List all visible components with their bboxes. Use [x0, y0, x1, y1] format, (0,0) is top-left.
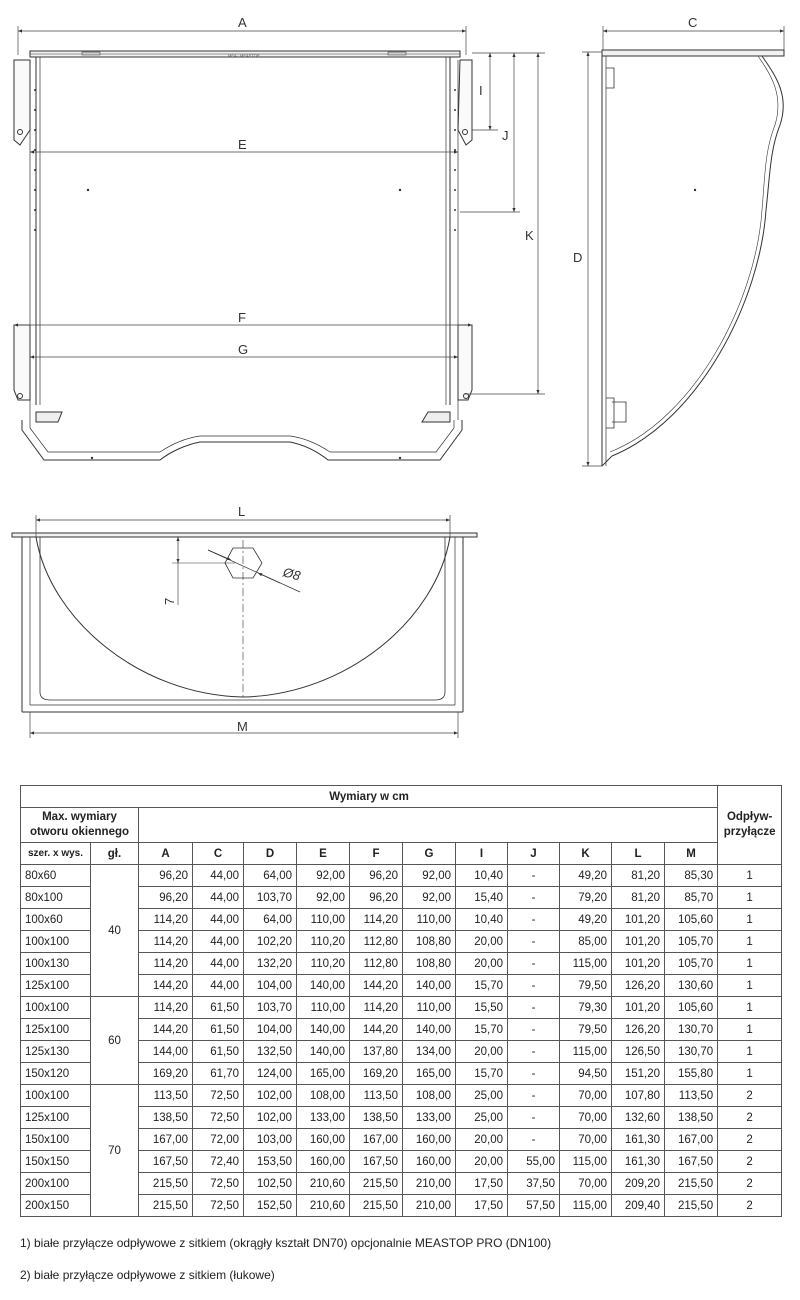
size-cell: 125x100 [21, 1107, 91, 1129]
value-cell-J: - [508, 975, 560, 997]
value-cell-K: 94,50 [560, 1063, 612, 1085]
value-cell-D: 153,50 [244, 1151, 297, 1173]
value-cell-C: 72,50 [193, 1173, 244, 1195]
label-F: F [238, 310, 246, 325]
depth-cell: 40 [91, 865, 139, 997]
value-cell-A: 169,20 [139, 1063, 193, 1085]
value-cell-G: 210,00 [403, 1173, 456, 1195]
value-cell-K: 85,00 [560, 931, 612, 953]
group-header: Max. wymiary otworu okiennego [21, 808, 139, 843]
size-cell: 150x120 [21, 1063, 91, 1085]
column-header-L: L [612, 843, 665, 865]
size-cell: 125x100 [21, 1019, 91, 1041]
size-cell: 100x100 [21, 997, 91, 1019]
value-cell-C: 44,00 [193, 909, 244, 931]
table-title-row [21, 786, 782, 808]
value-cell-G: 140,00 [403, 1019, 456, 1041]
value-cell-L: 161,30 [612, 1129, 665, 1151]
value-cell-L: 161,30 [612, 1151, 665, 1173]
outlet-cell: 2 [718, 1107, 782, 1129]
column-header-E: E [297, 843, 350, 865]
size-cell: 125x100 [21, 975, 91, 997]
value-cell-M: 130,60 [665, 975, 718, 997]
value-cell-E: 133,00 [297, 1107, 350, 1129]
label-G: G [238, 342, 249, 357]
value-cell-A: 167,00 [139, 1129, 193, 1151]
value-cell-E: 140,00 [297, 1041, 350, 1063]
value-cell-I: 17,50 [456, 1195, 508, 1217]
value-cell-K: 70,00 [560, 1173, 612, 1195]
value-cell-F: 114,20 [350, 909, 403, 931]
value-cell-J: 57,50 [508, 1195, 560, 1217]
value-cell-D: 102,20 [244, 931, 297, 953]
value-cell-I: 25,00 [456, 1107, 508, 1129]
size-cell: 150x150 [21, 1151, 91, 1173]
value-cell-L: 101,20 [612, 909, 665, 931]
value-cell-G: 210,00 [403, 1195, 456, 1217]
value-cell-F: 112,80 [350, 953, 403, 975]
group-header-row [21, 808, 782, 843]
value-cell-M: 105,70 [665, 953, 718, 975]
value-cell-C: 61,50 [193, 1019, 244, 1041]
value-cell-I: 15,70 [456, 975, 508, 997]
value-cell-I: 15,70 [456, 1063, 508, 1085]
top-dimensions [30, 515, 458, 738]
value-cell-F: 96,20 [350, 887, 403, 909]
size-cell: 100x60 [21, 909, 91, 931]
value-cell-C: 72,50 [193, 1195, 244, 1217]
side-view [602, 50, 784, 466]
outlet-cell: 1 [718, 953, 782, 975]
value-cell-E: 110,00 [297, 909, 350, 931]
value-cell-L: 107,80 [612, 1085, 665, 1107]
column-header-A: A [139, 843, 193, 865]
value-cell-G: 133,00 [403, 1107, 456, 1129]
depth-cell: 60 [91, 997, 139, 1085]
value-cell-K: 115,00 [560, 953, 612, 975]
label-K: K [525, 228, 534, 243]
value-cell-L: 101,20 [612, 953, 665, 975]
size-cell: 100x100 [21, 931, 91, 953]
value-cell-A: 138,50 [139, 1107, 193, 1129]
value-cell-G: 160,00 [403, 1129, 456, 1151]
value-cell-M: 130,70 [665, 1019, 718, 1041]
value-cell-F: 113,50 [350, 1085, 403, 1107]
value-cell-M: 85,70 [665, 887, 718, 909]
value-cell-F: 144,20 [350, 1019, 403, 1041]
value-cell-J: - [508, 865, 560, 887]
value-cell-I: 17,50 [456, 1173, 508, 1195]
top-view [12, 533, 477, 712]
outlet-cell: 1 [718, 909, 782, 931]
value-cell-K: 115,00 [560, 1151, 612, 1173]
value-cell-K: 115,00 [560, 1195, 612, 1217]
value-cell-L: 81,20 [612, 887, 665, 909]
value-cell-E: 165,00 [297, 1063, 350, 1085]
value-cell-C: 44,00 [193, 931, 244, 953]
front-view [14, 51, 472, 460]
depth-header: gł. [91, 843, 139, 865]
value-cell-I: 10,40 [456, 909, 508, 931]
value-cell-E: 92,00 [297, 865, 350, 887]
front-dimension-labels [238, 15, 534, 357]
value-cell-J: - [508, 1107, 560, 1129]
outlet-cell: 2 [718, 1173, 782, 1195]
outlet-cell: 1 [718, 865, 782, 887]
value-cell-I: 20,00 [456, 931, 508, 953]
value-cell-I: 15,50 [456, 997, 508, 1019]
value-cell-K: 79,20 [560, 887, 612, 909]
value-cell-C: 44,00 [193, 865, 244, 887]
column-header-K: K [560, 843, 612, 865]
label-J: J [502, 128, 509, 143]
label-I: I [479, 83, 483, 98]
outlet-cell: 2 [718, 1129, 782, 1151]
value-cell-A: 114,20 [139, 997, 193, 1019]
value-cell-L: 81,20 [612, 865, 665, 887]
value-cell-A: 144,00 [139, 1041, 193, 1063]
value-cell-M: 113,50 [665, 1085, 718, 1107]
value-cell-G: 92,00 [403, 887, 456, 909]
value-cell-M: 85,30 [665, 865, 718, 887]
value-cell-D: 64,00 [244, 909, 297, 931]
stamp-text: MEA · MEASTOP [228, 53, 260, 58]
value-cell-E: 108,00 [297, 1085, 350, 1107]
value-cell-F: 112,80 [350, 931, 403, 953]
value-cell-M: 167,50 [665, 1151, 718, 1173]
column-header-F: F [350, 843, 403, 865]
value-cell-M: 215,50 [665, 1195, 718, 1217]
value-cell-F: 114,20 [350, 997, 403, 1019]
value-cell-C: 72,40 [193, 1151, 244, 1173]
value-cell-E: 110,20 [297, 931, 350, 953]
outlet-cell: 1 [718, 1041, 782, 1063]
outlet-cell: 2 [718, 1151, 782, 1173]
table-row [21, 1085, 782, 1107]
size-cell: 80x100 [21, 887, 91, 909]
size-cell: 100x130 [21, 953, 91, 975]
value-cell-J: - [508, 1063, 560, 1085]
value-cell-K: 70,00 [560, 1085, 612, 1107]
value-cell-E: 110,00 [297, 997, 350, 1019]
label-C: C [688, 15, 698, 30]
label-D: D [573, 250, 583, 265]
value-cell-G: 165,00 [403, 1063, 456, 1085]
depth-cell: 70 [91, 1085, 139, 1217]
value-cell-M: 130,70 [665, 1041, 718, 1063]
group-header-spacer [139, 808, 718, 843]
value-cell-D: 104,00 [244, 1019, 297, 1041]
value-cell-K: 79,50 [560, 1019, 612, 1041]
column-header-row [21, 843, 782, 865]
value-cell-J: - [508, 887, 560, 909]
footnote-1: 1) białe przyłącze odpływowe z sitkiem (okrągły kształt DN70) opcjonalnie MEASTOP PRO (DN100) [20, 1236, 552, 1250]
value-cell-I: 20,00 [456, 953, 508, 975]
value-cell-K: 49,20 [560, 909, 612, 931]
label-7: 7 [162, 597, 177, 605]
value-cell-C: 61,50 [193, 997, 244, 1019]
value-cell-J: - [508, 953, 560, 975]
value-cell-F: 96,20 [350, 865, 403, 887]
value-cell-J: - [508, 1019, 560, 1041]
value-cell-L: 126,20 [612, 1019, 665, 1041]
value-cell-G: 160,00 [403, 1151, 456, 1173]
value-cell-I: 15,40 [456, 887, 508, 909]
value-cell-A: 96,20 [139, 887, 193, 909]
side-dimensions [582, 26, 784, 466]
value-cell-I: 20,00 [456, 1129, 508, 1151]
column-header-J: J [508, 843, 560, 865]
value-cell-F: 138,50 [350, 1107, 403, 1129]
value-cell-A: 113,50 [139, 1085, 193, 1107]
value-cell-A: 144,20 [139, 975, 193, 997]
value-cell-A: 114,20 [139, 953, 193, 975]
label-diameter: Ø8 [281, 564, 303, 584]
value-cell-E: 160,00 [297, 1129, 350, 1151]
value-cell-G: 108,00 [403, 1085, 456, 1107]
value-cell-D: 64,00 [244, 865, 297, 887]
value-cell-C: 61,50 [193, 1041, 244, 1063]
value-cell-J: - [508, 997, 560, 1019]
value-cell-L: 101,20 [612, 931, 665, 953]
value-cell-E: 110,20 [297, 953, 350, 975]
value-cell-C: 44,00 [193, 887, 244, 909]
value-cell-D: 104,00 [244, 975, 297, 997]
label-L: L [238, 504, 246, 519]
value-cell-L: 132,60 [612, 1107, 665, 1129]
outlet-cell: 1 [718, 1019, 782, 1041]
table-row [21, 865, 782, 887]
value-cell-A: 215,50 [139, 1195, 193, 1217]
value-cell-D: 124,00 [244, 1063, 297, 1085]
value-cell-C: 72,00 [193, 1129, 244, 1151]
column-header-D: D [244, 843, 297, 865]
value-cell-K: 70,00 [560, 1129, 612, 1151]
dimensions-table [20, 785, 782, 1217]
size-cell: 200x150 [21, 1195, 91, 1217]
column-header-G: G [403, 843, 456, 865]
value-cell-K: 79,50 [560, 975, 612, 997]
size-cell: 100x100 [21, 1085, 91, 1107]
value-cell-J: - [508, 909, 560, 931]
outlet-cell: 1 [718, 997, 782, 1019]
value-cell-F: 215,50 [350, 1173, 403, 1195]
value-cell-M: 105,60 [665, 997, 718, 1019]
value-cell-E: 92,00 [297, 887, 350, 909]
size-header: szer. x wys. [21, 843, 91, 865]
size-cell: 150x100 [21, 1129, 91, 1151]
value-cell-D: 103,70 [244, 887, 297, 909]
value-cell-K: 115,00 [560, 1041, 612, 1063]
value-cell-L: 151,20 [612, 1063, 665, 1085]
value-cell-E: 160,00 [297, 1151, 350, 1173]
size-cell: 125x130 [21, 1041, 91, 1063]
value-cell-G: 108,80 [403, 953, 456, 975]
footnotes [20, 1236, 551, 1300]
value-cell-L: 126,50 [612, 1041, 665, 1063]
value-cell-G: 110,00 [403, 997, 456, 1019]
value-cell-L: 209,40 [612, 1195, 665, 1217]
value-cell-F: 144,20 [350, 975, 403, 997]
value-cell-G: 108,80 [403, 931, 456, 953]
value-cell-D: 102,00 [244, 1085, 297, 1107]
value-cell-J: - [508, 1085, 560, 1107]
value-cell-J: - [508, 1129, 560, 1151]
value-cell-M: 167,00 [665, 1129, 718, 1151]
value-cell-C: 72,50 [193, 1107, 244, 1129]
value-cell-D: 132,50 [244, 1041, 297, 1063]
value-cell-E: 140,00 [297, 1019, 350, 1041]
outlet-cell: 1 [718, 887, 782, 909]
column-header-I: I [456, 843, 508, 865]
value-cell-I: 10,40 [456, 865, 508, 887]
size-cell: 80x60 [21, 865, 91, 887]
value-cell-I: 20,00 [456, 1041, 508, 1063]
value-cell-D: 152,50 [244, 1195, 297, 1217]
value-cell-J: 37,50 [508, 1173, 560, 1195]
label-M: M [237, 719, 248, 734]
value-cell-F: 215,50 [350, 1195, 403, 1217]
value-cell-K: 70,00 [560, 1107, 612, 1129]
value-cell-M: 138,50 [665, 1107, 718, 1129]
value-cell-I: 25,00 [456, 1085, 508, 1107]
value-cell-D: 102,50 [244, 1173, 297, 1195]
outlet-cell: 2 [718, 1195, 782, 1217]
outlet-cell: 2 [718, 1085, 782, 1107]
value-cell-A: 144,20 [139, 1019, 193, 1041]
value-cell-F: 167,00 [350, 1129, 403, 1151]
value-cell-J: - [508, 1041, 560, 1063]
value-cell-C: 61,70 [193, 1063, 244, 1085]
value-cell-C: 44,00 [193, 975, 244, 997]
value-cell-M: 105,60 [665, 909, 718, 931]
table-row [21, 997, 782, 1019]
value-cell-A: 215,50 [139, 1173, 193, 1195]
value-cell-L: 209,20 [612, 1173, 665, 1195]
value-cell-G: 140,00 [403, 975, 456, 997]
size-cell: 200x100 [21, 1173, 91, 1195]
value-cell-A: 114,20 [139, 931, 193, 953]
value-cell-A: 167,50 [139, 1151, 193, 1173]
value-cell-F: 137,80 [350, 1041, 403, 1063]
value-cell-K: 49,20 [560, 865, 612, 887]
value-cell-J: - [508, 931, 560, 953]
column-header-M: M [665, 843, 718, 865]
value-cell-D: 103,00 [244, 1129, 297, 1151]
value-cell-E: 210,60 [297, 1195, 350, 1217]
footnote-2: 2) białe przyłącze odpływowe z sitkiem (łukowe) [20, 1268, 275, 1282]
value-cell-D: 103,70 [244, 997, 297, 1019]
label-A: A [238, 15, 247, 30]
value-cell-M: 215,50 [665, 1173, 718, 1195]
value-cell-G: 134,00 [403, 1041, 456, 1063]
value-cell-L: 126,20 [612, 975, 665, 997]
outlet-cell: 1 [718, 1063, 782, 1085]
value-cell-J: 55,00 [508, 1151, 560, 1173]
value-cell-G: 92,00 [403, 865, 456, 887]
value-cell-M: 105,70 [665, 931, 718, 953]
value-cell-C: 44,00 [193, 953, 244, 975]
table-title: Wymiary w cm [21, 786, 718, 808]
value-cell-A: 96,20 [139, 865, 193, 887]
top-dimension-labels [162, 504, 303, 734]
outlet-cell: 1 [718, 931, 782, 953]
value-cell-L: 101,20 [612, 997, 665, 1019]
value-cell-E: 210,60 [297, 1173, 350, 1195]
outlet-cell: 1 [718, 975, 782, 997]
value-cell-A: 114,20 [139, 909, 193, 931]
value-cell-C: 72,50 [193, 1085, 244, 1107]
value-cell-G: 110,00 [403, 909, 456, 931]
value-cell-E: 140,00 [297, 975, 350, 997]
value-cell-D: 102,00 [244, 1107, 297, 1129]
value-cell-F: 169,20 [350, 1063, 403, 1085]
value-cell-D: 132,20 [244, 953, 297, 975]
value-cell-F: 167,50 [350, 1151, 403, 1173]
value-cell-K: 79,30 [560, 997, 612, 1019]
outlet-header: Odpływ-przyłącze [718, 786, 782, 865]
column-header-C: C [193, 843, 244, 865]
label-E: E [238, 137, 247, 152]
value-cell-I: 20,00 [456, 1151, 508, 1173]
value-cell-M: 155,80 [665, 1063, 718, 1085]
value-cell-I: 15,70 [456, 1019, 508, 1041]
